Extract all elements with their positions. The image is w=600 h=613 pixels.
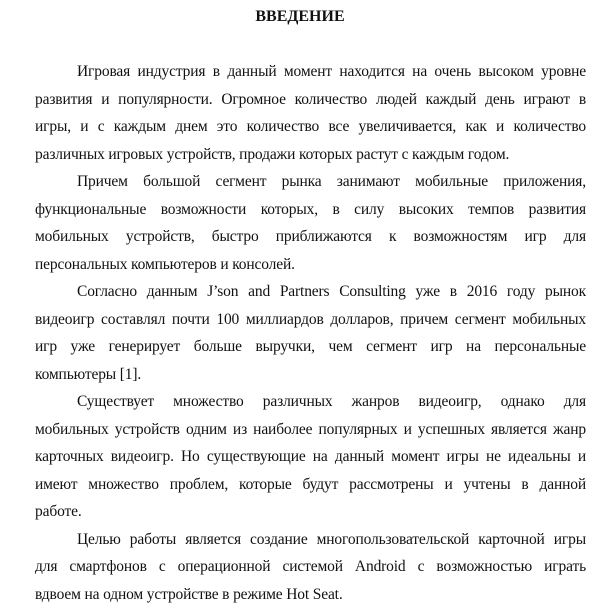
section-title: ВВЕДЕНИЕ xyxy=(255,8,345,25)
paragraph xyxy=(35,168,586,278)
text-line: для смартфонов с операционной системой Android с возможностью играть xyxy=(35,558,586,575)
text-line: работе. xyxy=(35,503,82,520)
text-line: Игровая индустрия в данный момент находится на очень высоком уровне xyxy=(77,63,586,80)
text-line: Существует множество различных жанров видеоигр, однако для xyxy=(77,393,586,410)
text-line: персональных компьютеров и консолей. xyxy=(35,255,295,273)
text-line: Целью работы является создание многопользовательской карточной игры xyxy=(77,530,586,548)
text-line: мобильных устройств, быстро приближаются к возможностям игр для xyxy=(35,228,586,245)
text-line: компьютеры [1]. xyxy=(35,365,142,383)
paragraph xyxy=(35,278,586,388)
document-body xyxy=(35,58,586,608)
text-line: игр уже генерирует больше выручки, чем сегмент игр на персональные xyxy=(35,338,586,355)
text-line: Согласно данным J’son and Partners Consulting уже в 2016 году рынок xyxy=(77,283,586,300)
text-line: различных игровых устройств, продажи которых растут с каждым годом. xyxy=(35,145,510,163)
text-line: имеют множество проблем, которые будут рассмотрены и учтены в данной xyxy=(35,475,586,493)
text-line: мобильных устройств одним из наиболее популярных и успешных является жанр xyxy=(35,420,586,438)
text-line: карточных видеоигр. Но существующие на данный момент игры не идеальны и xyxy=(35,448,586,465)
text-line: Причем большой сегмент рынка занимают мобильные приложения, xyxy=(77,173,586,190)
paragraph xyxy=(35,58,586,168)
text-line: игры, и с каждым днем это количество все увеличивается, как и количество xyxy=(35,118,586,135)
text-line: функциональные возможности которых, в силу высоких темпов развития xyxy=(35,200,586,218)
paragraph xyxy=(35,526,586,609)
text-line: вдвоем на одном устройстве в режиме Hot Seat. xyxy=(35,585,343,603)
text-line: развития и популярности. Огромное количество людей каждый день играют в xyxy=(35,90,586,108)
text-line: видеоигр составлял почти 100 миллиардов долларов, причем сегмент мобильных xyxy=(35,310,586,328)
paragraph xyxy=(35,388,586,526)
